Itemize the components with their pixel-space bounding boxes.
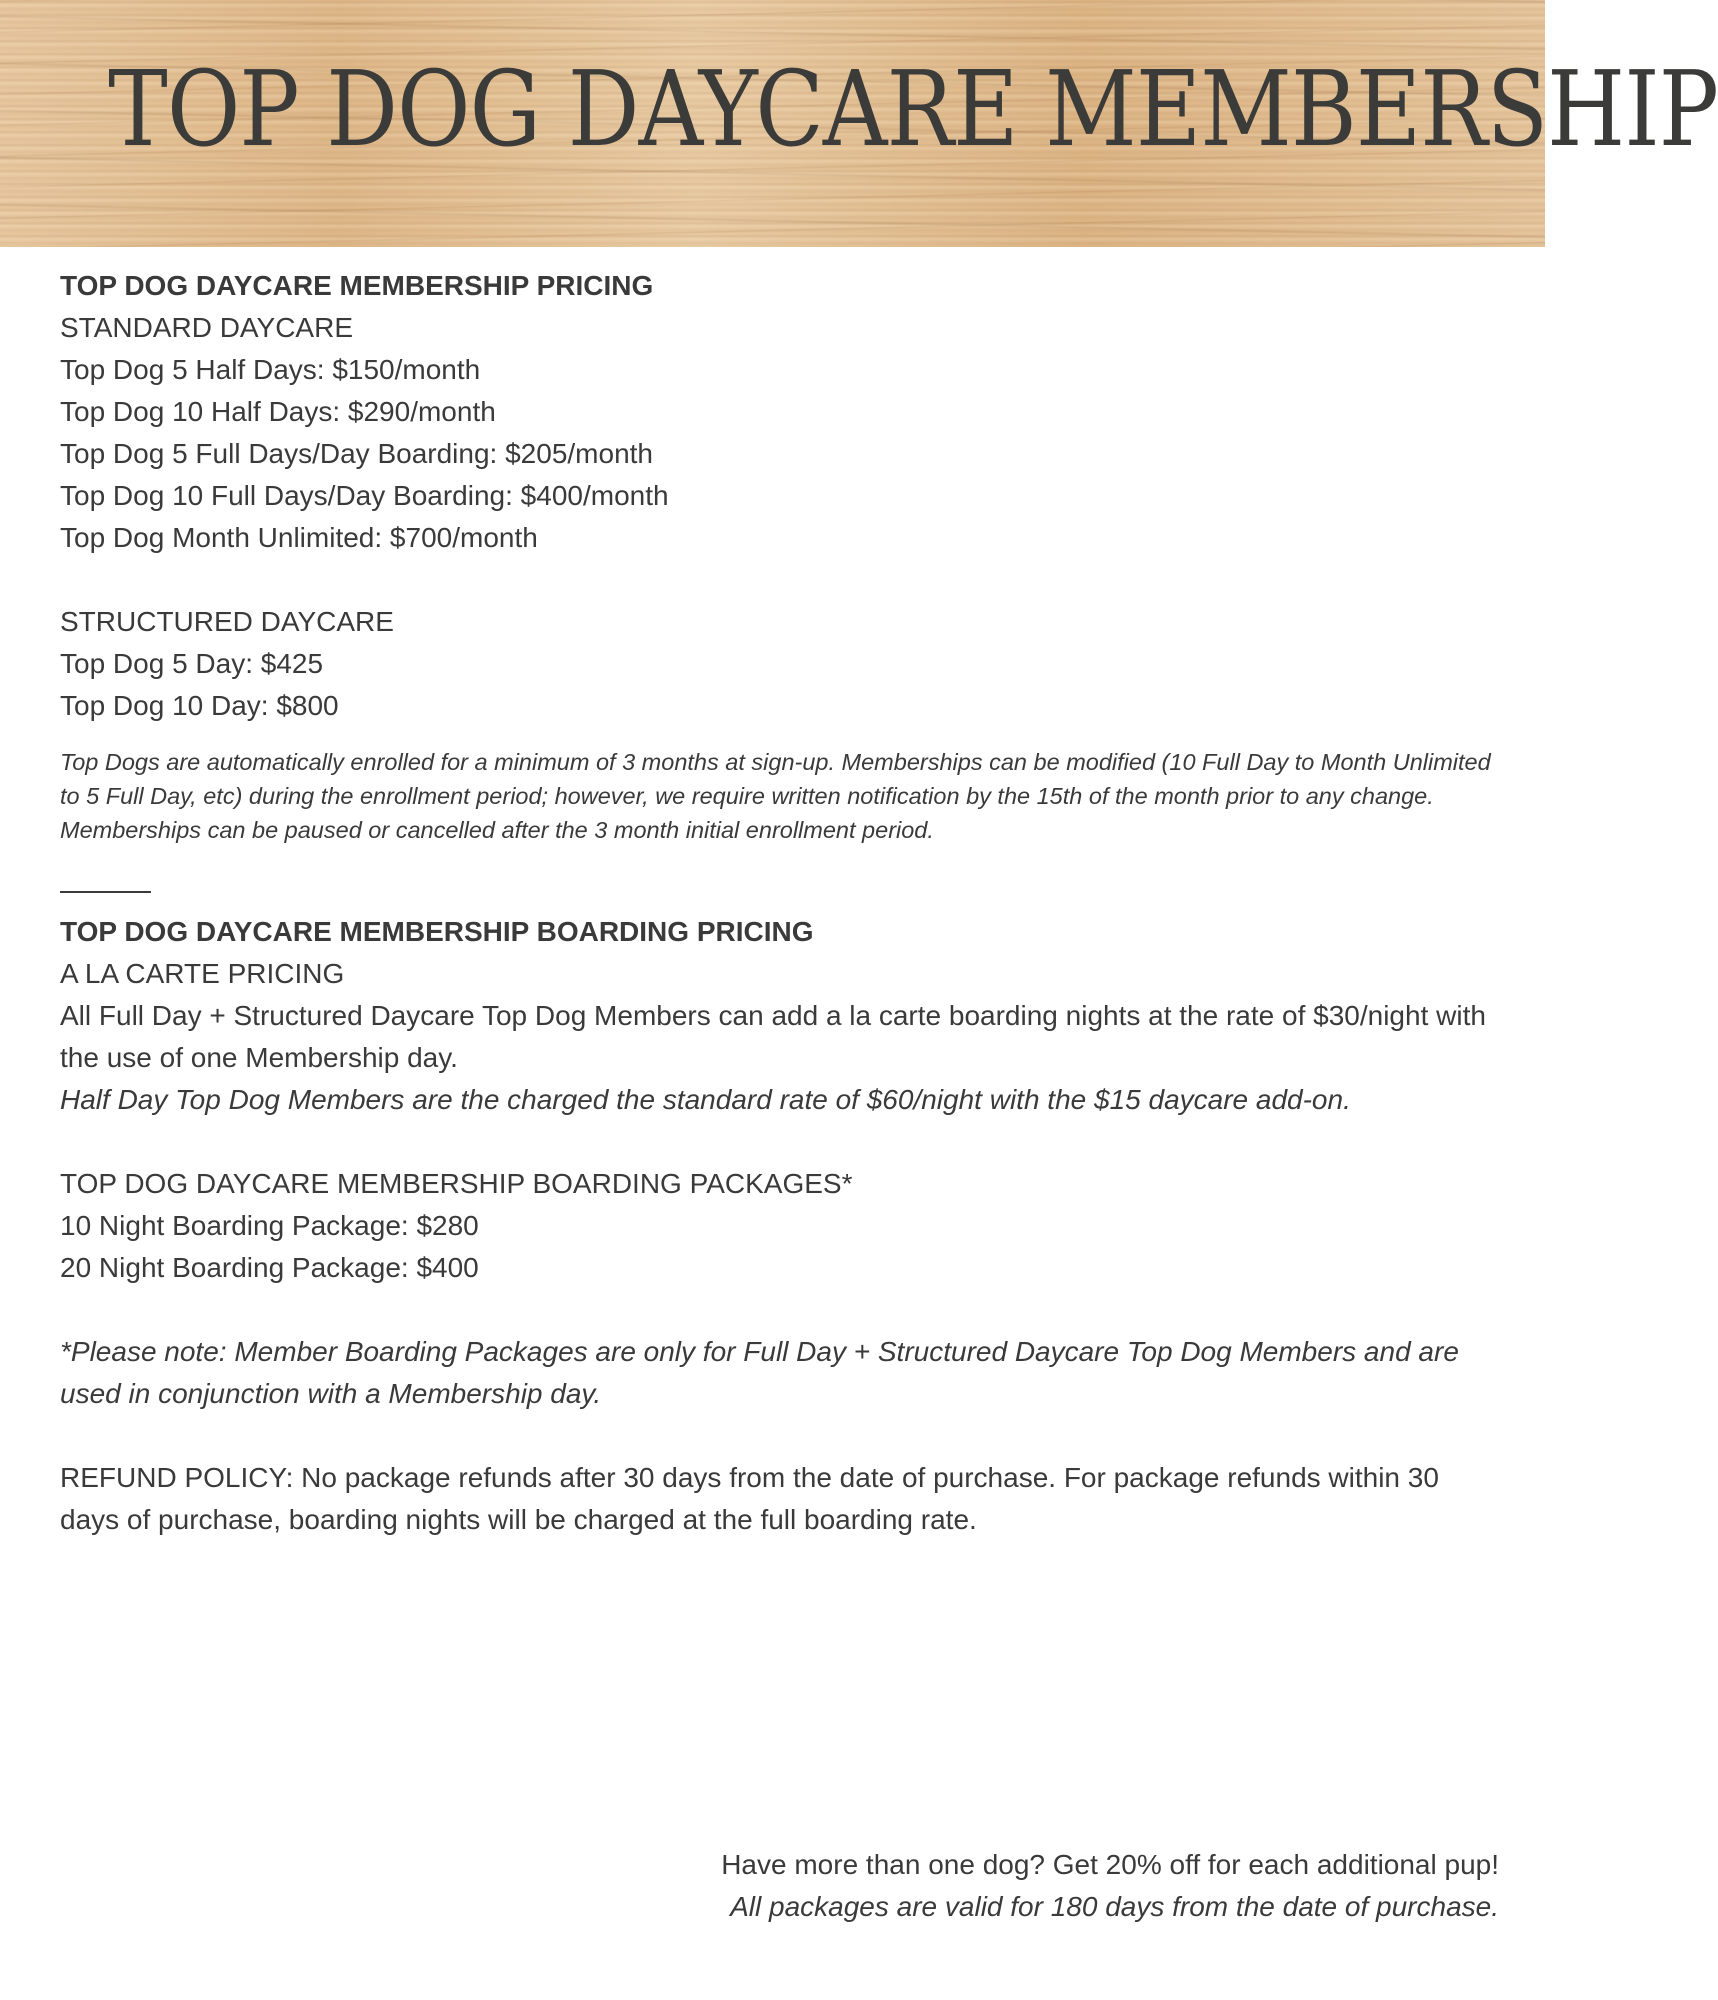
price-item: Top Dog 5 Half Days: $150/month: [60, 354, 481, 385]
price-item: Top Dog 10 Full Days/Day Boarding: $400/month: [60, 480, 669, 511]
price-item: Top Dog 5 Day: $425: [60, 648, 324, 679]
refund-policy: REFUND POLICY: No package refunds after 30 days from the date of purchase. For package refunds within 30 days of purchase, boarding nights will be charged at the full boarding rate.: [60, 1462, 1439, 1535]
spacer: [60, 1415, 1490, 1457]
a-la-carte-text: All Full Day + Structured Daycare Top Dog Members can add a la carte boarding nights at the rate of $30/night with the use of one Membership day.: [60, 1000, 1486, 1073]
price-item: Top Dog 10 Day: $800: [60, 690, 339, 721]
multi-dog-discount: Have more than one dog? Get 20% off for each additional pup!: [721, 1849, 1499, 1880]
half-day-note: Half Day Top Dog Members are the charged the standard rate of $60/night with the $15 daycare add-on.: [60, 1084, 1351, 1115]
main-content: [60, 265, 1490, 1541]
package-item: 20 Night Boarding Package: $400: [60, 1252, 479, 1283]
packages-note: *Please note: Member Boarding Packages are only for Full Day + Structured Daycare Top Dog Members and are used in conjunction with a Membership day.: [60, 1336, 1459, 1409]
structured-daycare-title: STRUCTURED DAYCARE: [60, 606, 394, 637]
section-divider: [60, 891, 151, 893]
pricing-heading: TOP DOG DAYCARE MEMBERSHIP PRICING: [60, 270, 654, 301]
enrollment-note: Top Dogs are automatically enrolled for a minimum of 3 months at sign-up. Memberships can be modified (10 Full Day to Month Unlimited to 5 Full Day, etc) during the enrollment period; however, we require written notification by the 15th of the month prior to any change. Memberships can be paused or cancelled after the 3 month initial enrollment period.: [60, 749, 1491, 843]
spacer: [60, 559, 1490, 601]
boarding-heading: TOP DOG DAYCARE MEMBERSHIP BOARDING PRICING: [60, 916, 814, 947]
price-item: Top Dog 10 Half Days: $290/month: [60, 396, 496, 427]
spacer: [60, 1289, 1490, 1331]
package-item: 10 Night Boarding Package: $280: [60, 1210, 479, 1241]
boarding-packages-title: TOP DOG DAYCARE MEMBERSHIP BOARDING PACKAGES*: [60, 1168, 853, 1199]
footer: [721, 1844, 1499, 1928]
a-la-carte-title: A LA CARTE PRICING: [60, 958, 345, 989]
price-item: Top Dog 5 Full Days/Day Boarding: $205/month: [60, 438, 653, 469]
page-title: TOP DOG DAYCARE MEMBERSHIP: [108, 48, 1718, 170]
spacer: [60, 1121, 1490, 1163]
validity-note: All packages are valid for 180 days from the date of purchase.: [730, 1891, 1499, 1922]
wood-banner: [0, 0, 1718, 247]
price-item: Top Dog Month Unlimited: $700/month: [60, 522, 538, 553]
standard-daycare-title: STANDARD DAYCARE: [60, 312, 354, 343]
